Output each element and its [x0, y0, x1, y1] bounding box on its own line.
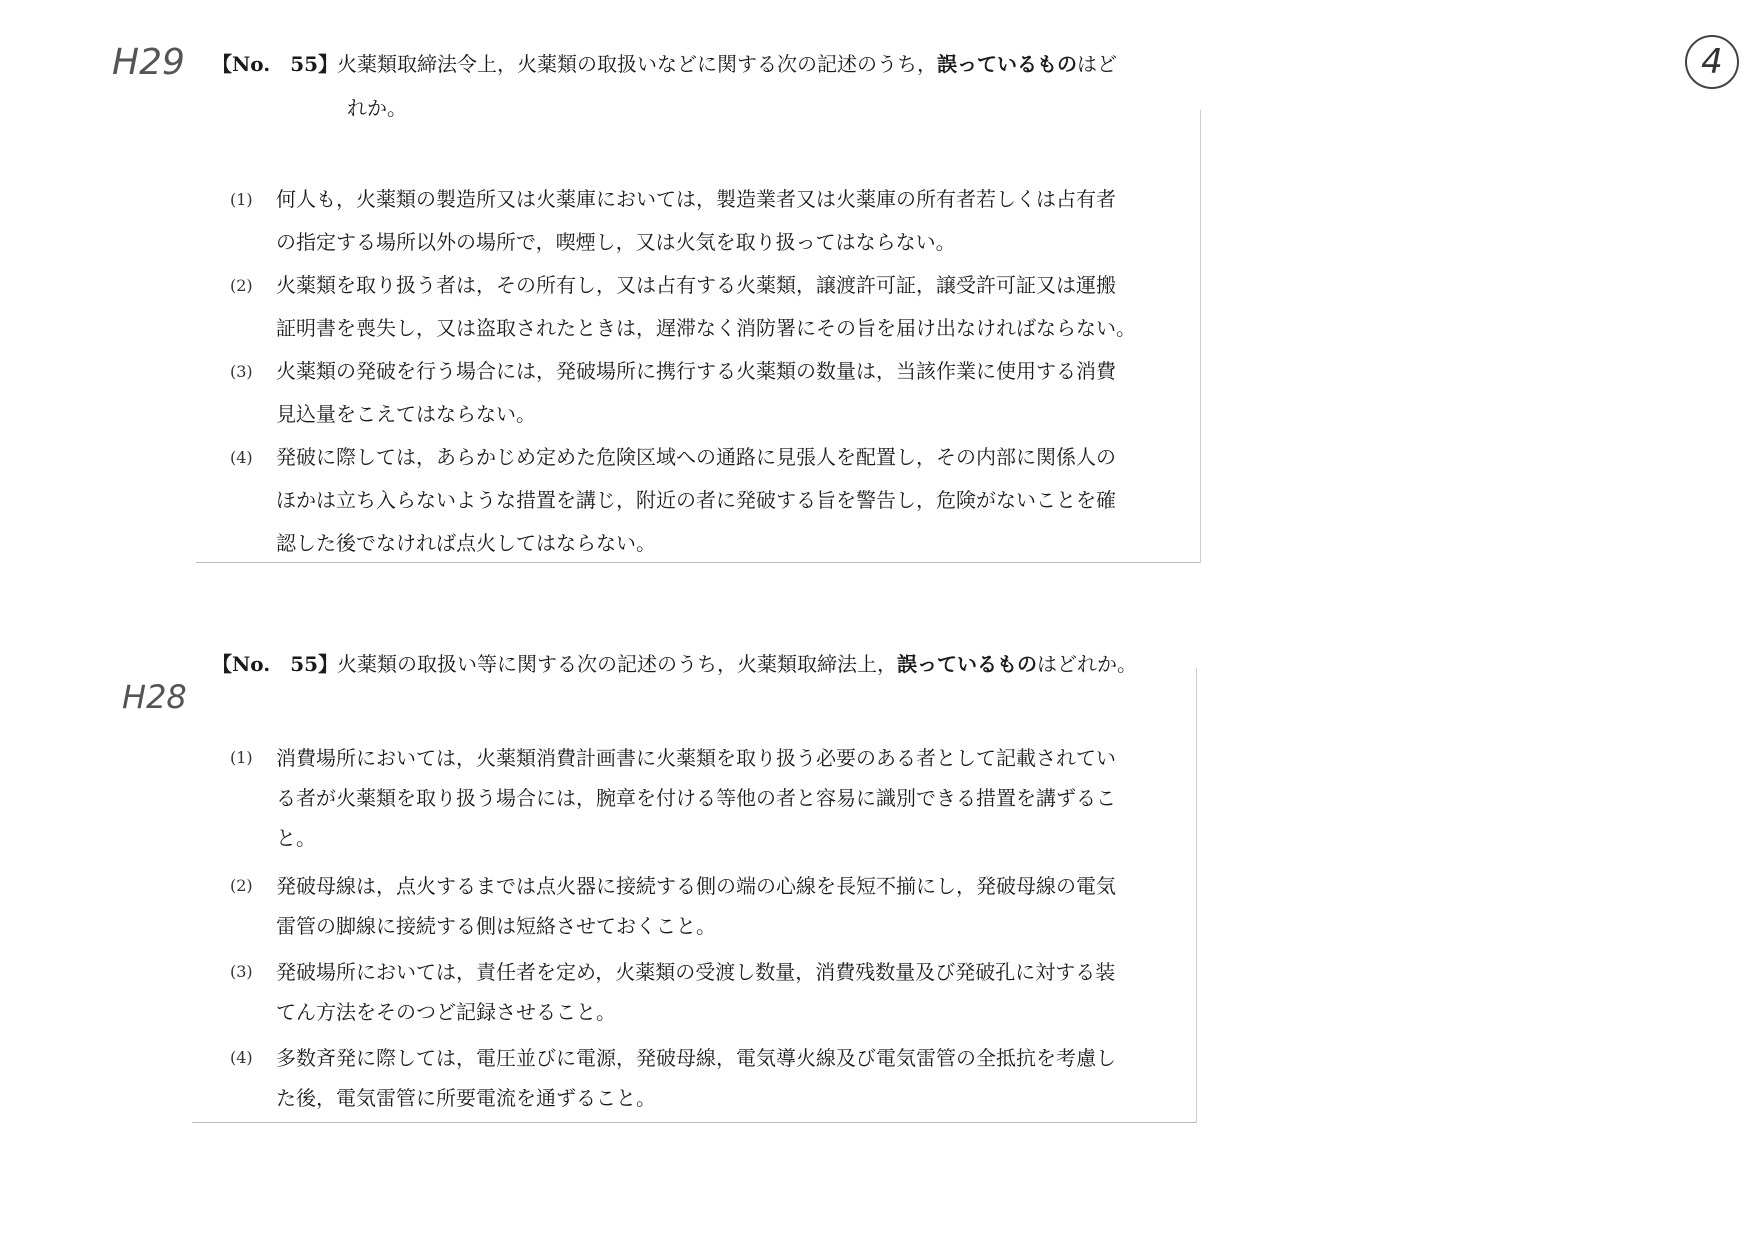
choice-3: [230, 350, 1116, 436]
choice-line: 発破場所においては，責任者を定め，火薬類の受渡し数量，消費残数量及び発破孔に対する装: [276, 960, 1116, 984]
choice-index: (1): [230, 190, 253, 209]
choice-line: 雷管の脚線に接続する側は短絡させておくこと。: [276, 914, 716, 938]
choice-line: た後，電気雷管に所要電流を通ずること。: [276, 1086, 656, 1110]
choice-line: 消費場所においては，火薬類消費計画書に火薬類を取り扱う必要のある者として記載されてい: [276, 746, 1116, 770]
page-number: 4: [1701, 42, 1723, 82]
choice-index: (2): [230, 876, 253, 895]
question-number: 【No. 55】: [212, 652, 339, 676]
stem-text-tail: はど: [1077, 52, 1117, 76]
choice-line: 発破に際しては，あらかじめ定めた危険区域への通路に見張人を配置し，その内部に関係人の: [276, 445, 1116, 469]
page-number-circle: [1685, 35, 1739, 89]
choice-index: (4): [230, 1048, 253, 1067]
stem-text: 火薬類の取扱い等に関する次の記述のうち，火薬類取締法上，: [337, 652, 897, 676]
stem-emphasis: 誤っているもの: [937, 52, 1077, 76]
choice-line: の指定する場所以外の場所で，喫煙し，又は火気を取り扱ってはならない。: [276, 230, 956, 254]
stem-emphasis: 誤っているもの: [897, 652, 1037, 676]
year-note-h29: H29: [112, 42, 185, 83]
choice-line: る者が火薬類を取り扱う場合には，腕章を付ける等他の者と容易に識別できる措置を講ずるこ: [276, 786, 1116, 810]
choice-line: 認した後でなければ点火してはならない。: [276, 531, 656, 555]
choice-line: 多数斉発に際しては，電圧並びに電源，発破母線，電気導火線及び電気雷管の全抵抗を考慮し: [276, 1046, 1116, 1070]
choice-line: てん方法をそのつど記録させること。: [276, 1000, 616, 1024]
choice-3: [230, 952, 1116, 1032]
choice-index: (2): [230, 276, 253, 295]
stem-text: 火薬類取締法令上，火薬類の取扱いなどに関する次の記述のうち，: [337, 52, 937, 76]
choice-4: [230, 1038, 1116, 1118]
choice-2: [230, 264, 1136, 350]
question-number: 【No. 55】: [212, 52, 339, 76]
stem-text-tail: はどれか。: [1037, 652, 1137, 676]
choice-line: と。: [276, 826, 316, 850]
choice-4: [230, 436, 1116, 565]
choice-line: ほかは立ち入らないような措置を講じ，附近の者に発破する旨を警告し，危険がないことを確: [276, 488, 1116, 512]
choice-line: 火薬類の発破を行う場合には，発破場所に携行する火薬類の数量は，当該作業に使用する消費: [276, 359, 1116, 383]
choice-index: (3): [230, 362, 253, 381]
stem-line-2: れか。: [347, 96, 407, 120]
year-note-h28: H28: [122, 678, 187, 716]
choice-index: (3): [230, 962, 253, 981]
choice-index: (4): [230, 448, 253, 467]
choice-1: [230, 178, 1116, 264]
choice-2: [230, 866, 1116, 946]
choice-1: [230, 738, 1116, 858]
choice-index: (1): [230, 748, 253, 767]
choice-line: 何人も，火薬類の製造所又は火薬庫においては，製造業者又は火薬庫の所有者若しくは占有者: [276, 187, 1116, 211]
question-stem-h29: [212, 42, 1117, 130]
choice-line: 証明書を喪失し，又は盗取されたときは，遅滞なく消防署にその旨を届け出なければならない。: [276, 316, 1136, 340]
choice-line: 見込量をこえてはならない。: [276, 402, 536, 426]
choice-line: 火薬類を取り扱う者は，その所有し，又は占有する火薬類，譲渡許可証，譲受許可証又は運搬: [276, 273, 1116, 297]
choice-line: 発破母線は，点火するまでは点火器に接続する側の端の心線を長短不揃にし，発破母線の電気: [276, 874, 1116, 898]
question-stem-h28: [212, 642, 1137, 686]
